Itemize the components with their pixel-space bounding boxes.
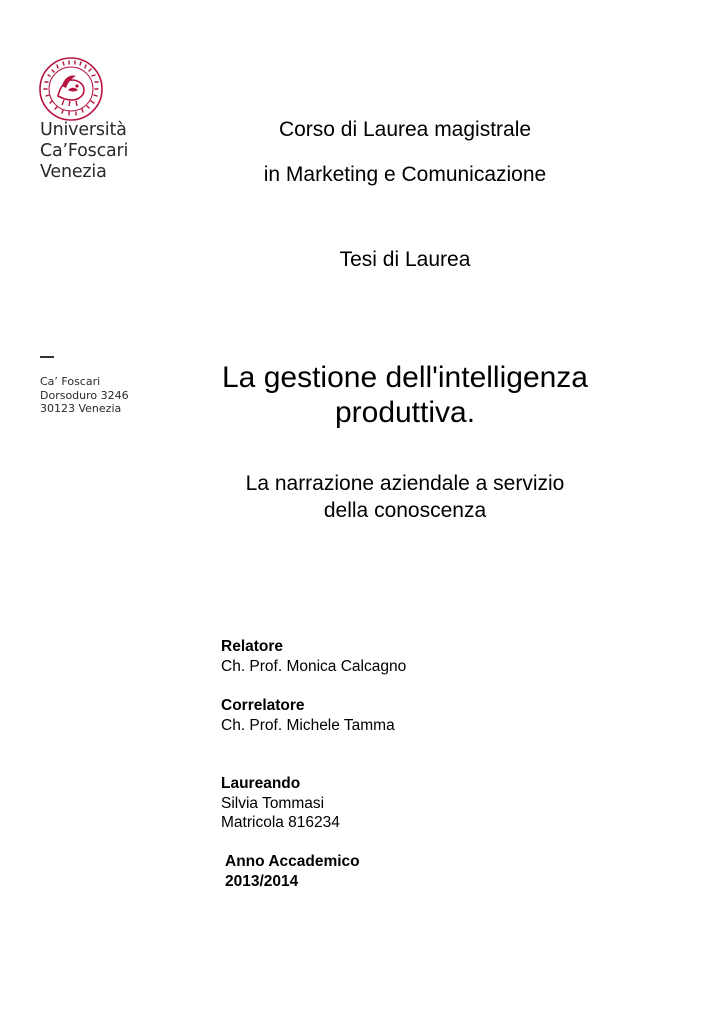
university-name-line: Ca’Foscari bbox=[40, 141, 129, 161]
thesis-title-line: produttiva. bbox=[334, 396, 476, 429]
academic-year-value: 2013/2014 bbox=[225, 872, 299, 890]
thesis-subtitle-line: della conoscenza bbox=[323, 499, 487, 522]
academic-year-block bbox=[225, 852, 360, 891]
address-line: Dorsoduro 3246 bbox=[40, 388, 129, 402]
relatore-name: Ch. Prof. Monica Calcagno bbox=[221, 657, 407, 675]
course-name-line-2: in Marketing e Comunicazione bbox=[263, 163, 547, 186]
relatore-label: Relatore bbox=[221, 638, 284, 655]
address-line: 30123 Venezia bbox=[40, 402, 122, 415]
relatore-block bbox=[221, 637, 406, 676]
correlatore-block bbox=[221, 696, 395, 735]
laureando-matricola: Matricola 816234 bbox=[221, 814, 340, 831]
course-name: Corso di Laurea magistrale bbox=[278, 118, 532, 141]
address-line: Ca’ Foscari bbox=[40, 375, 101, 388]
university-address bbox=[40, 375, 129, 416]
thesis-subtitle-line: La narrazione aziendale a servizio bbox=[245, 472, 565, 495]
university-name bbox=[40, 120, 128, 183]
ca-foscari-seal-icon bbox=[38, 56, 104, 122]
thesis-title bbox=[150, 360, 660, 430]
correlatore-name: Ch. Prof. Michele Tamma bbox=[221, 716, 395, 734]
correlatore-label: Correlatore bbox=[221, 697, 305, 714]
laureando-label: Laureando bbox=[221, 775, 301, 792]
thesis-subtitle bbox=[150, 470, 660, 524]
laureando-name: Silvia Tommasi bbox=[221, 794, 325, 812]
thesis-type: Tesi di Laurea bbox=[339, 248, 471, 271]
address-separator bbox=[40, 356, 54, 358]
university-name-line: Università bbox=[40, 120, 127, 140]
laureando-block bbox=[221, 774, 340, 833]
university-name-line: Venezia bbox=[40, 162, 107, 182]
thesis-title-line: La gestione dell'intelligenza bbox=[222, 361, 588, 394]
academic-year-label: Anno Accademico bbox=[225, 853, 360, 870]
